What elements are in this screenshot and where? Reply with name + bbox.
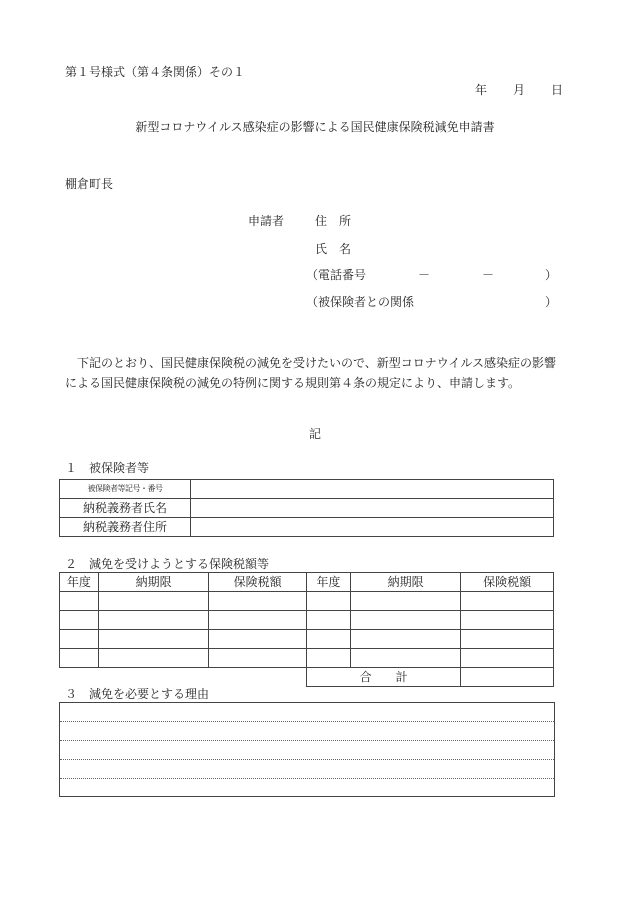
table-cell[interactable] [60,649,99,668]
table-header-row [60,573,554,592]
table-cell[interactable] [209,592,307,611]
phone-dash-1: － [418,268,431,282]
header-deadline-2: 納期限 [350,573,461,592]
taxpayer-address-field[interactable] [191,518,554,537]
header-year-1: 年度 [60,573,99,592]
request-body-text: 下記のとおり、国民健康保険税の減免を受けたいので、新型コロナウイルス感染症の影響による国民健康保険税の減免の特例に関する規則第４条の規定により、申請します。 [65,356,557,390]
table-cell[interactable] [306,592,350,611]
reason-line [60,721,554,722]
table-cell[interactable] [350,649,461,668]
total-label: 合 計 [306,668,460,687]
table-row [60,480,554,499]
table-row [60,649,554,668]
insured-number-label: 被保険者等記号・番号 [60,480,191,499]
phone-label: （電話番号 [306,268,367,282]
total-amount-field[interactable] [461,668,554,687]
phone-dash-2: － [482,268,495,282]
total-row [60,668,554,687]
table-row [60,518,554,537]
header-amount-2: 保険税額 [461,573,554,592]
header-year-2: 年度 [306,573,350,592]
table-cell[interactable] [98,592,209,611]
date-day-label: 日 [551,83,564,97]
table-cell[interactable] [461,649,554,668]
document-title: 新型コロナウイルス感染症の影響による国民健康保険税減免申請書 [135,120,495,134]
name-label: 氏 名 [315,242,352,256]
tax-amount-table [59,572,554,687]
section1-heading: １ 被保険者等 [65,461,150,475]
reason-line [60,740,554,741]
table-cell[interactable] [60,611,99,630]
reason-line [60,778,554,779]
table-cell[interactable] [98,649,209,668]
taxpayer-address-label: 納税義務者住所 [60,518,191,537]
insured-number-field[interactable] [191,480,554,499]
table-cell[interactable] [98,611,209,630]
table-cell[interactable] [461,630,554,649]
reason-box[interactable] [59,702,555,797]
addressee: 棚倉町長 [65,177,114,191]
table-row [60,611,554,630]
date-month-label: 月 [513,83,526,97]
table-row [60,592,554,611]
insured-table [59,479,554,537]
section3-heading: ３ 減免を必要とする理由 [65,687,210,701]
table-cell[interactable] [461,611,554,630]
header-deadline-1: 納期限 [98,573,209,592]
form-number: 第１号様式（第４条関係）その１ [65,65,246,79]
date-year-label: 年 [475,83,488,97]
relation-label: （被保険者との関係 [306,295,415,309]
table-row [60,630,554,649]
phone-close: ） [545,268,558,282]
table-row [60,499,554,518]
table-cell[interactable] [306,630,350,649]
address-label: 住 所 [315,214,352,228]
header-amount-1: 保険税額 [209,573,307,592]
taxpayer-name-label: 納税義務者氏名 [60,499,191,518]
table-cell[interactable] [60,592,99,611]
relation-close: ） [545,295,558,309]
table-cell[interactable] [98,630,209,649]
table-cell[interactable] [306,611,350,630]
ki-heading: 記 [308,427,321,441]
applicant-label: 申請者 [248,214,285,228]
table-cell[interactable] [350,592,461,611]
table-cell[interactable] [60,630,99,649]
table-cell[interactable] [209,630,307,649]
table-cell[interactable] [350,611,461,630]
table-cell[interactable] [350,630,461,649]
reason-line [60,759,554,760]
section2-heading: ２ 減免を受けようとする保険税額等 [65,557,270,571]
table-cell[interactable] [306,649,350,668]
table-cell[interactable] [461,592,554,611]
table-cell[interactable] [209,649,307,668]
table-cell[interactable] [209,611,307,630]
taxpayer-name-field[interactable] [191,499,554,518]
blank-cell [60,668,307,687]
